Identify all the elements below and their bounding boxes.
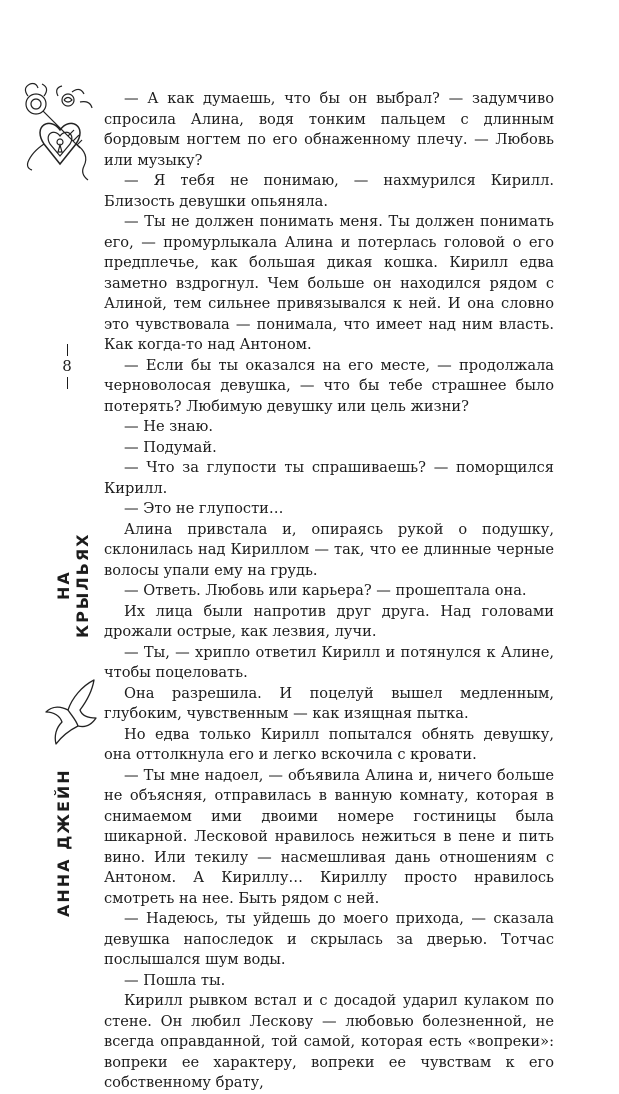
paragraph: — Пошла ты.	[124, 971, 226, 989]
paragraph: — Что за глупости ты спрашиваешь? — поморщился Кирилл.	[104, 459, 554, 497]
paragraph: — Ты мне надоел, — объявила Алина и, ничего больше не объясняя, отправилась в ванную комнату, которая в снимаемом ими двоими номере гостиницы была шикарной. Лесковой нравилось нежиться в пене и пить вино. Или текилу — насмешливая дань отношениям с Антоном. А Кириллу… Кириллу просто нравилось смотреть на нее. Быть рядом с ней.	[104, 766, 554, 907]
paragraph: — Надеюсь, ты уйдешь до моего прихода, — сказала девушка напоследок и скрылась за дверью. Тотчас послышался шум воды.	[104, 910, 554, 968]
paragraph: — Подумай.	[124, 438, 217, 456]
paragraph: — Ты, — хрипло ответил Кирилл и потянулся к Алине, чтобы поцеловать.	[104, 643, 554, 681]
paragraph: Алина привстала и, опираясь рукой о подушку, склонилась над Кириллом — так, что ее длинные черные волосы упали ему на грудь.	[104, 520, 554, 579]
paragraph: Их лица были напротив друг друга. Над головами дрожали острые, как лезвия, лучи.	[104, 602, 554, 640]
paragraph: — Я тебя не понимаю, — нахмурился Кирилл. Близость девушки опьяняла.	[104, 172, 554, 210]
paragraph: — Если бы ты оказался на его месте, — продолжала черноволосая девушка, — что бы тебе страшнее было потерять? Любимую девушку или цель жизни?	[104, 356, 554, 415]
paragraph: — Ты не должен понимать меня. Ты должен понимать его, — промурлыкала Алина и потерлась головой о его предплечье, как большая дикая кошка. Кирилл едва заметно вздрогнул. Чем больше он находился рядом с Алиной, тем сильнее привязывался к ней. И она словно это чувствовала — понимала, что имеет над ним власть. Как когда-то над Антоном.	[104, 213, 554, 353]
page-number-value: 8	[62, 357, 72, 375]
paragraph: — А как думаешь, что бы он выбрал? — задумчиво спросила Алина, водя тонким пальцем с длинным бордовым ногтем по его обнаженному плечу. — Любовь или музыку?	[104, 90, 554, 169]
page-number	[60, 344, 74, 389]
paragraph: Она разрешила. И поцелуй вышел медленным, глубоким, чувственным — как изящная пытка.	[104, 684, 554, 722]
body-text	[104, 89, 554, 1094]
paragraph: — Не знаю.	[124, 418, 213, 435]
paragraph: Но едва только Кирилл попытался обнять девушку, она оттолкнула его и легко вскочила с кровати.	[104, 725, 554, 763]
book-author-vertical: АННА ДЖЕЙН	[54, 768, 73, 918]
paragraph: — Это не глупости…	[124, 500, 284, 517]
paragraph: Кирилл рывком встал и с досадой ударил кулаком по стене. Он любил Лескову — любовью болезненной, не всегда оправданной, той самой, которая есть «вопреки»: вопреки ее характеру, вопреки ее чувствам к его собственному брату,	[104, 992, 554, 1091]
bird-icon	[42, 676, 104, 748]
book-title-vertical: НА КРЫЛЬЯХ	[54, 532, 92, 638]
paragraph: — Ответь. Любовь или карьера? — прошептала она.	[124, 582, 527, 599]
